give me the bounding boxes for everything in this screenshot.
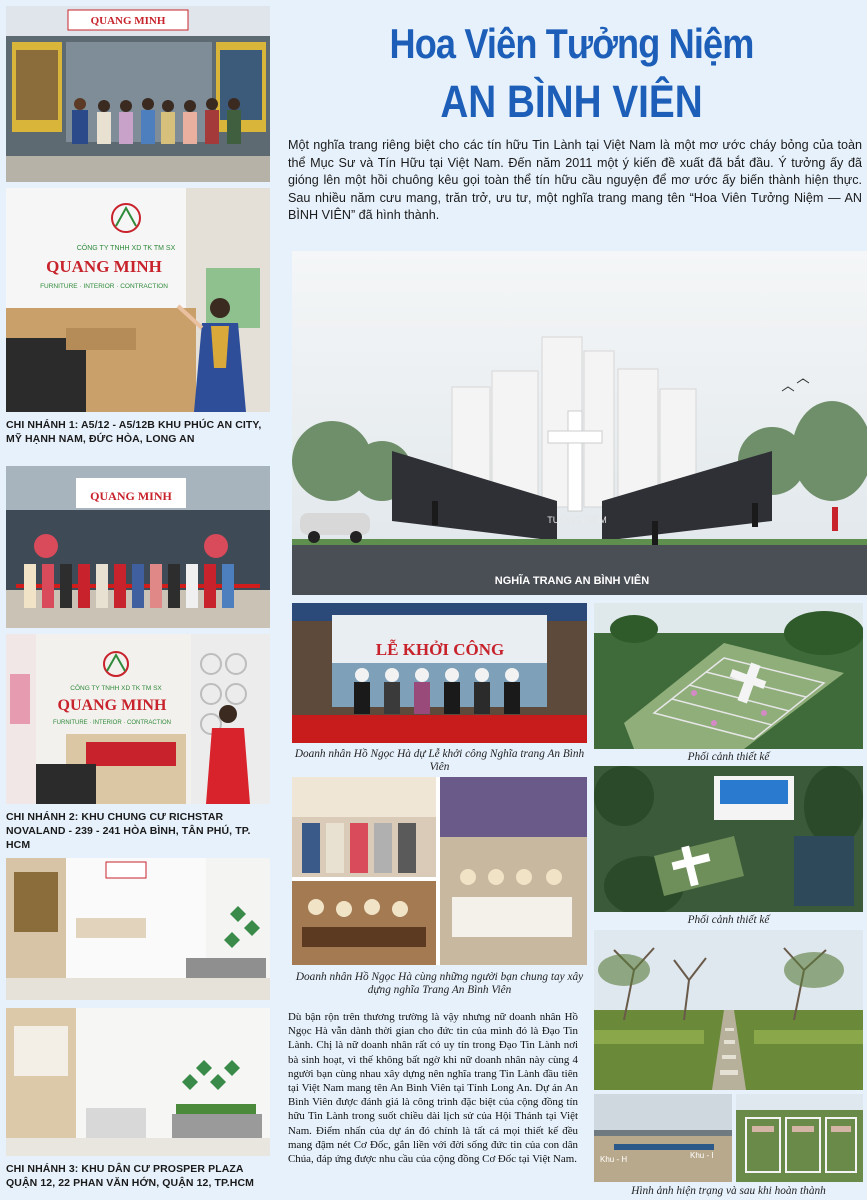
storefront-photo (6, 6, 270, 182)
body-paragraph: Dù bận rộn trên thương trường là vậy nhưng nữ doanh nhân Hồ Ngọc Hà vẫn dành thời gian cho đức tin của mình đó là Đạo Tin Lành. Chị là nữ doanh nhân rất có uy tín trong Đạo Tin Lành nơi bà sinh hoạt, vì thế không bất ngờ khi nữ doanh nhân này cùng 4 người bạn cùng nhau xây dựng nên nghĩa trang Tin Lành đầu tiên tại Việt Nam mang tên An Bình Viên tại Tỉnh Long An. Dự án An Bình Viên được đánh giá là công trình đặc biệt của cộng đồng tín hữu Tin Lành trong suốt chiều dài lịch sử của Hội Thánh tại Việt Nam. Điểm nhấn của dự án đó chính là tất cả mọi thiết kế đều mang đậm nét Cơ Đốc, gắn liền với đời sống đức tin của con dân Chúa, đáp ứng được nhu cầu của cộng đồng Cơ Đốc tại Việt Nam. (288, 1011, 578, 1166)
company-line: CÔNG TY TNHH XD TK TM SX (76, 245, 176, 252)
showroom-photo-2 (6, 634, 270, 804)
groundbreaking-banner: LỄ KHỞI CÔNG (375, 640, 505, 659)
site-status-photo (594, 930, 863, 1090)
design-caption-2: Phối cảnh thiết kế (687, 914, 770, 926)
article-title-line1: Hoa Viên Tưởng Niệm (389, 20, 754, 67)
cemetery-render (292, 251, 867, 595)
article-title-line2: AN BÌNH VIÊN (440, 76, 703, 127)
company-line-2: CÔNG TY TNHH XD TK TM SX (70, 685, 162, 692)
groundbreaking-photo (292, 603, 587, 743)
interior-photo-2 (6, 1008, 270, 1156)
khu-i-label: Khu - I (690, 1151, 714, 1160)
interior-photo-1 (6, 858, 270, 1000)
brand-text-2: QUANG MINH (57, 697, 167, 714)
intro-paragraph: Một nghĩa trang riêng biệt cho các tín hữu Tin Lành tại Việt Nam là một mơ ước cháy bỏng của toàn thể Mục Sư và Tín Hữu tại Việt Nam. Đến năm 2011 một ý kiến đề xuất đã bắt đầu. Ý tưởng ấy đã gióng lên một hồi chuông kêu gọi toàn thể tín hữu cầu nguyện để mơ ước ấy biến thành hiện thực. Sau nhiều năm cưu mang, trăn trở, ưu tư, một nghĩa trang mang tên “Hoa Viên Tưởng Niệm — AN BÌNH VIÊN” đã hình thành. (288, 138, 862, 223)
branch-3-caption: CHI NHÁNH 3: KHU DÂN CƯ PROSPER PLAZA QUẬN 12, 22 PHAN VĂN HỚN, QUẬN 12, TP.HCM (6, 1163, 254, 1189)
friends-photo-collage (292, 777, 587, 965)
showroom-photo-1 (6, 188, 270, 412)
khu-h-label: Khu - H (600, 1155, 628, 1164)
storefront-sign-text: QUANG MINH (90, 15, 166, 27)
design-render-2 (594, 766, 863, 912)
render-caption: NGHĨA TRANG AN BÌNH VIÊN (494, 575, 650, 587)
design-render-1 (594, 603, 863, 749)
branch-2-caption: CHI NHÁNH 2: KHU CHUNG CƯ RICHSTAR NOVALAND - 239 - 241 HÒA BÌNH, TÂN PHÚ, TP. HCM (6, 811, 251, 851)
tagline-text-2: FURNITURE · INTERIOR · CONTRACTION (53, 720, 171, 726)
site-after-photo (736, 1094, 863, 1182)
brand-text: QUANG MINH (46, 257, 162, 276)
tagline-text: FURNITURE · INTERIOR · CONTRACTION (40, 283, 168, 290)
design-caption-1: Phối cảnh thiết kế (687, 751, 770, 763)
branch-column (0, 0, 276, 1200)
branch-1-caption: CHI NHÁNH 1: A5/12 - A5/12B KHU PHÚC AN CITY, MỸ HẠNH NAM, ĐỨC HÒA, LONG AN (6, 419, 262, 445)
site-before-photo (594, 1094, 732, 1182)
opening-sign-text: QUANG MINH (90, 489, 172, 503)
monument-text: TƯỞNG NIỆM (547, 515, 607, 525)
article-column (276, 0, 867, 1200)
groundbreaking-caption: Doanh nhân Hồ Ngọc Hà dự Lễ khởi công Nghĩa trang An Bình Viên (294, 748, 585, 773)
friends-caption: Doanh nhân Hồ Ngọc Hà cùng những người bạn chung tay xây dựng nghĩa Trang An Bình Viên (295, 971, 584, 996)
opening-ceremony-photo (6, 466, 270, 628)
site-status-caption: Hình ảnh hiện trạng và sau khi hoàn thành (631, 1185, 826, 1197)
